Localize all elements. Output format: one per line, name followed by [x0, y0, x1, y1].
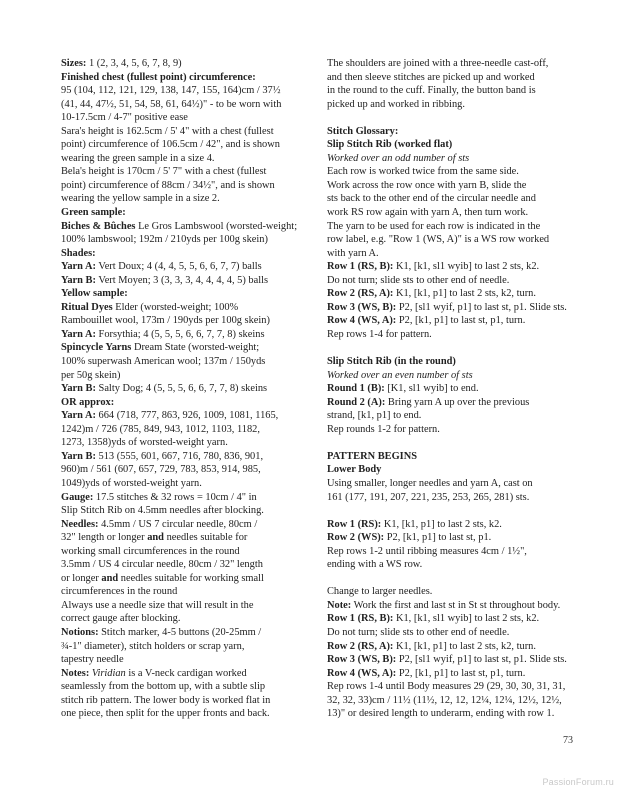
text-run: 10-17.5cm / 4-7" positive ease — [61, 112, 188, 124]
text-line — [327, 396, 589, 410]
text-line — [327, 179, 589, 193]
bold-text: Lower Body — [327, 464, 382, 476]
bold-text: Spincycle Yarns — [61, 342, 132, 354]
text-line — [327, 450, 589, 464]
text-line — [61, 626, 306, 640]
text-line — [327, 165, 589, 179]
text-run: Always use a needle size that will result in the — [61, 599, 254, 611]
text-line — [327, 138, 589, 152]
text-run: 1 (2, 3, 4, 5, 6, 7, 8, 9) — [86, 58, 182, 69]
bold-text: Round 1 (B): — [327, 383, 385, 395]
text-line — [61, 477, 306, 491]
text-line — [61, 71, 306, 85]
text-run: P2, [sl1 wyif, p1] to last st, p1. Slide sts. — [396, 654, 567, 666]
text-run: Le Gros Lambswool (worsted-weight; — [135, 220, 298, 232]
page-number: 73 — [563, 735, 573, 746]
text-line — [327, 558, 589, 572]
text-run: tapestry needle — [61, 654, 124, 666]
text-line — [327, 694, 589, 708]
text-line — [327, 314, 589, 328]
text-line — [61, 653, 306, 667]
text-line — [61, 707, 306, 721]
text-line — [61, 667, 306, 681]
paragraph-gap — [327, 111, 589, 125]
bold-text: Yarn B: — [61, 383, 96, 395]
text-line — [61, 585, 306, 599]
text-line — [61, 287, 306, 301]
text-run: one piece, then split for the upper fronts and back. — [61, 708, 270, 720]
bold-text: Green sample: — [61, 207, 126, 219]
text-run: point) circumference of 106.5cm / 42", and is shown — [61, 139, 280, 151]
text-line — [327, 220, 589, 234]
text-line — [61, 192, 306, 206]
text-run: Dream State (worsted-weight; — [131, 342, 260, 354]
text-line — [327, 531, 589, 545]
text-line — [327, 463, 589, 477]
paragraph-gap — [327, 572, 589, 586]
text-line — [327, 84, 589, 98]
text-run: Bring yarn A up over the previous — [385, 396, 530, 408]
text-run: K1, [k1, p1] to last 2 sts, k2. — [381, 518, 502, 530]
text-run: correct gauge after blocking. — [61, 613, 181, 625]
bold-text: Row 3 (WS, B): — [327, 301, 397, 313]
text-line — [327, 640, 589, 654]
text-run: needles suitable for — [163, 532, 248, 544]
text-run: working small circumferences in the round — [61, 545, 240, 557]
text-run: ending with a WS row. — [327, 559, 423, 571]
text-line — [327, 626, 589, 640]
bold-text: Shades: — [61, 247, 96, 259]
text-line — [327, 57, 589, 71]
bold-text: and — [147, 532, 164, 544]
text-run: circumferences in the round — [61, 586, 178, 598]
text-run: K1, [k1, sl1 wyib] to last 2 sts, k2. — [393, 261, 540, 273]
text-run: Work the first and last st in St st throughout body. — [351, 599, 561, 611]
text-line — [61, 436, 306, 450]
text-line — [327, 477, 589, 491]
text-line — [61, 98, 306, 112]
text-run: wearing the yellow sample in a size 2. — [61, 193, 220, 205]
text-run: K1, [k1, sl1 wyib] to last 2 sts, k2. — [393, 613, 540, 625]
text-run: in the round to the cuff. Finally, the button band is — [327, 85, 536, 97]
bold-text: Yarn A: — [61, 261, 96, 273]
text-run: work RS row again with yarn A, then turn work. — [327, 207, 529, 219]
text-line — [61, 680, 306, 694]
text-run: with yarn A. — [327, 247, 379, 259]
bold-text: Row 2 (RS, A): — [327, 288, 394, 300]
text-run: Each row is worked twice from the same side. — [327, 166, 519, 178]
text-run: 4.5mm / US 7 circular needle, 80cm / — [98, 518, 258, 530]
text-run: Elder (worsted-weight; 100% — [112, 301, 239, 313]
text-line — [61, 233, 306, 247]
text-line — [327, 680, 589, 694]
text-line — [327, 260, 589, 274]
text-run: 1242)m / 726 (785, 849, 943, 1012, 1103, 1182, — [61, 423, 260, 435]
text-line — [61, 572, 306, 586]
text-run: row label, e.g. "Row 1 (WS, A)" is a WS row worked — [327, 234, 550, 246]
text-line — [61, 518, 306, 532]
text-run: Using smaller, longer needles and yarn A, cast on — [327, 477, 533, 489]
text-run: 960)m / 561 (607, 657, 729, 783, 853, 914, 985, — [61, 464, 261, 476]
bold-text: Row 1 (RS): — [327, 518, 382, 530]
text-line — [327, 423, 589, 437]
text-line — [61, 382, 306, 396]
text-line — [61, 301, 306, 315]
text-run: The shoulders are joined with a three-needle cast-off, — [327, 58, 549, 69]
right-column — [327, 57, 589, 721]
bold-text: Yarn B: — [61, 450, 96, 462]
text-run: K1, [k1, p1] to last 2 sts, k2, turn. — [393, 640, 536, 652]
bold-text: Slip Stitch Rib (worked flat) — [327, 139, 453, 151]
text-run: 161 (177, 191, 207, 221, 235, 253, 265, 281) sts. — [327, 491, 530, 503]
bold-text: Notes: — [61, 667, 90, 679]
text-line — [61, 612, 306, 626]
text-run: 1049)yds of worsted-weight yarn. — [61, 477, 202, 489]
bold-text: Round 2 (A): — [327, 396, 386, 408]
text-line — [61, 491, 306, 505]
text-run: 664 (718, 777, 863, 926, 1009, 1081, 1165, — [95, 410, 279, 422]
text-run: P2, [sl1 wyif, p1] to last st, p1. Slide sts. — [396, 301, 567, 313]
text-run: Vert Doux; 4 (4, 4, 5, 5, 6, 6, 7, 7) balls — [95, 261, 262, 273]
text-line — [327, 707, 589, 721]
text-run: ¾-1" diameter), stitch holders or scrap yarn, — [61, 640, 245, 652]
text-run: picked up and worked in ribbing. — [327, 98, 465, 110]
text-line — [327, 274, 589, 288]
bold-text: OR approx: — [61, 396, 115, 408]
text-line — [61, 57, 306, 71]
bold-text: Needles: — [61, 518, 99, 530]
text-run: Stitch marker, 4-5 buttons (20-25mm / — [98, 626, 262, 638]
text-line — [327, 585, 589, 599]
bold-text: Row 1 (RS, B): — [327, 261, 394, 273]
text-line — [61, 138, 306, 152]
text-line — [61, 165, 306, 179]
text-run: Rep rows 1-4 for pattern. — [327, 328, 432, 340]
text-line — [327, 233, 589, 247]
text-run: strand, [k1, p1] to end. — [327, 410, 422, 422]
text-line — [61, 260, 306, 274]
watermark: PassionForum.ru — [542, 777, 614, 787]
text-line — [61, 152, 306, 166]
text-line — [61, 640, 306, 654]
text-line — [61, 423, 306, 437]
text-run: (41, 44, 47½, 51, 54, 58, 61, 64½)" - to be worn with — [61, 98, 282, 110]
text-run: stitch rib pattern. The lower body is worked flat in — [61, 694, 271, 706]
text-line — [327, 612, 589, 626]
text-line — [327, 206, 589, 220]
text-line — [61, 463, 306, 477]
text-line — [61, 220, 306, 234]
bold-text: Sizes: — [61, 58, 87, 69]
bold-text: Biches & Bûches — [61, 220, 136, 232]
text-run: 100% superwash American wool; 137m / 150yds — [61, 356, 266, 368]
text-line — [327, 98, 589, 112]
bold-text: Row 4 (WS, A): — [327, 315, 397, 327]
italic-text: Worked over an odd number of sts — [327, 152, 470, 164]
text-run: wearing the green sample in a size 4. — [61, 152, 215, 164]
text-run: 95 (104, 112, 121, 129, 138, 147, 155, 164)cm / 37½ — [61, 85, 281, 97]
text-run: Rep rows 1-2 until ribbing measures 4cm / 1½", — [327, 545, 527, 557]
text-run: K1, [k1, p1] to last 2 sts, k2, turn. — [393, 288, 536, 300]
text-line — [327, 328, 589, 342]
text-line — [61, 314, 306, 328]
text-line — [61, 355, 306, 369]
text-line — [327, 355, 589, 369]
text-run: [K1, sl1 wyib] to end. — [384, 383, 479, 395]
text-run: P2, [k1, p1] to last st, p1. — [384, 532, 492, 544]
bold-text: Yarn B: — [61, 274, 96, 286]
text-line — [327, 152, 589, 166]
bold-text: Row 2 (WS): — [327, 532, 385, 544]
text-run: Forsythia; 4 (5, 5, 5, 6, 6, 7, 7, 8) skeins — [95, 328, 265, 340]
text-line — [327, 409, 589, 423]
text-run: 513 (555, 601, 667, 716, 780, 836, 901, — [95, 450, 264, 462]
text-line — [61, 247, 306, 261]
bold-text: Stitch Glossary: — [327, 125, 399, 137]
text-line — [327, 287, 589, 301]
text-line — [61, 504, 306, 518]
text-line — [61, 84, 306, 98]
text-run: Do not turn; slide sts to other end of needle. — [327, 274, 510, 286]
text-run: Bela's height is 170cm / 5' 7" with a chest (fullest — [61, 166, 267, 178]
text-run: and then sleeve stitches are picked up and worked — [327, 71, 535, 83]
text-line — [327, 301, 589, 315]
text-line — [61, 179, 306, 193]
text-line — [327, 653, 589, 667]
italic-text: Viridian — [91, 667, 126, 679]
text-line — [327, 667, 589, 681]
text-line — [327, 518, 589, 532]
text-run: Work across the row once with yarn B, slide the — [327, 179, 527, 191]
left-column — [61, 57, 306, 721]
paragraph-gap — [327, 504, 589, 518]
text-run: Rambouillet wool, 173m / 190yds per 100g skein) — [61, 315, 270, 327]
text-run: sts back to the other end of the circular needle and — [327, 193, 536, 205]
text-run: Do not turn; slide sts to other end of needle. — [327, 626, 510, 638]
text-line — [61, 545, 306, 559]
bold-text: and — [101, 572, 119, 584]
text-line — [61, 531, 306, 545]
bold-text: Row 1 (RS, B): — [327, 613, 394, 625]
bold-text: Row 2 (RS, A): — [327, 640, 394, 652]
text-line — [327, 382, 589, 396]
text-line — [61, 111, 306, 125]
bold-text: Finished chest (fullest point) circumference: — [61, 71, 256, 83]
text-run: 13)" or desired length to underarm, ending with row 1. — [327, 708, 555, 720]
text-line — [327, 71, 589, 85]
text-run: or longer — [61, 572, 102, 584]
text-run: The yarn to be used for each row is indicated in the — [327, 220, 541, 232]
text-line — [327, 491, 589, 505]
text-run: Change to larger needles. — [327, 586, 433, 598]
text-run: 32, 32, 33)cm / 11½ (11½, 12, 12, 12¼, 12¼, 12½, 12½, — [327, 694, 562, 706]
text-run: Slip Stitch Rib on 4.5mm needles after blocking. — [61, 505, 264, 517]
text-run: Vert Moyen; 3 (3, 3, 3, 4, 4, 4, 4, 5) balls — [95, 274, 269, 286]
text-run: 32" length or longer — [61, 532, 148, 544]
text-run: 17.5 stitches & 32 rows = 10cm / 4" in — [93, 491, 257, 503]
text-line — [327, 369, 589, 383]
text-line — [61, 328, 306, 342]
bold-text: Row 4 (WS, A): — [327, 667, 397, 679]
paragraph-gap — [327, 341, 589, 355]
text-line — [61, 125, 306, 139]
text-line — [327, 545, 589, 559]
bold-text: Ritual Dyes — [61, 301, 113, 313]
bold-text: Gauge: — [61, 491, 94, 503]
text-line — [327, 125, 589, 139]
text-run: 100% lambswool; 192m / 210yds per 100g skein) — [61, 234, 268, 246]
bold-text: PATTERN BEGINS — [327, 450, 417, 462]
text-line — [61, 369, 306, 383]
text-run: Sara's height is 162.5cm / 5' 4" with a chest (fullest — [61, 125, 274, 137]
text-run: seamlessly from the bottom up, with a subtle slip — [61, 681, 266, 693]
text-line — [61, 558, 306, 572]
text-run: Rep rounds 1-2 for pattern. — [327, 423, 440, 435]
paragraph-gap — [327, 436, 589, 450]
text-run: per 50g skein) — [61, 369, 121, 381]
text-run: 3.5mm / US 4 circular needle, 80cm / 32" length — [61, 559, 263, 571]
text-line — [61, 341, 306, 355]
text-line — [327, 599, 589, 613]
text-run: is a V-neck cardigan worked — [125, 667, 247, 679]
text-run: needles suitable for working small — [118, 572, 264, 584]
text-run: point) circumference of 88cm / 34½", and is shown — [61, 179, 275, 191]
text-run: P2, [k1, p1] to last st, p1, turn. — [396, 315, 526, 327]
bold-text: Yarn A: — [61, 328, 96, 340]
text-run: P2, [k1, p1] to last st, p1, turn. — [396, 667, 526, 679]
bold-text: Note: — [327, 599, 352, 611]
bold-text: Notions: — [61, 626, 99, 638]
text-line — [327, 247, 589, 261]
bold-text: Yarn A: — [61, 410, 96, 422]
text-line — [327, 192, 589, 206]
italic-text: Worked over an even number of sts — [327, 369, 473, 381]
text-line — [61, 599, 306, 613]
bold-text: Row 3 (WS, B): — [327, 654, 397, 666]
text-line — [61, 396, 306, 410]
text-line — [61, 206, 306, 220]
text-line — [61, 274, 306, 288]
bold-text: Slip Stitch Rib (in the round) — [327, 356, 456, 368]
text-line — [61, 694, 306, 708]
text-run: 1273, 1358)yds of worsted-weight yarn. — [61, 437, 228, 449]
text-run: Salty Dog; 4 (5, 5, 5, 6, 6, 7, 7, 8) skeins — [95, 383, 268, 395]
text-line — [61, 409, 306, 423]
text-run: Rep rows 1-4 until Body measures 29 (29, 30, 30, 31, 31, — [327, 681, 566, 693]
text-line — [61, 450, 306, 464]
bold-text: Yellow sample: — [61, 288, 128, 300]
